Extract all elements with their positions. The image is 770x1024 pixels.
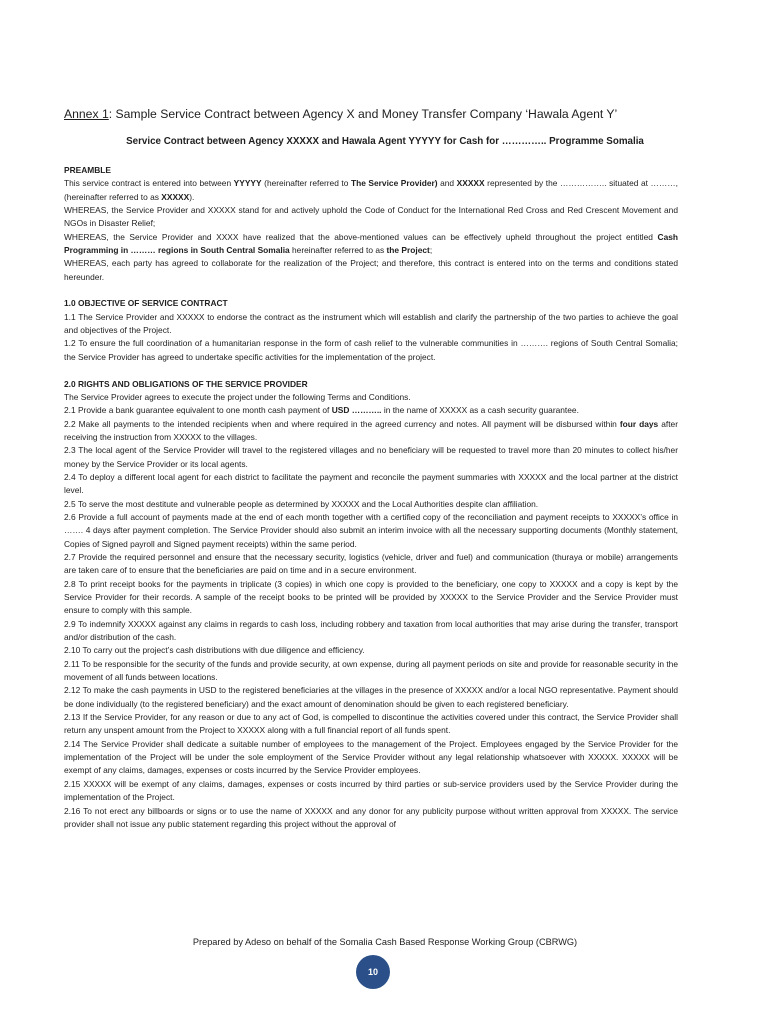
section-intro: The Service Provider agrees to execute the project under the following Terms and Conditions. [64, 391, 411, 402]
clause: 2.5 To serve the most destitute and vulnerable people as determined by XXXXX and the Local Authorities despite clan affiliation. [64, 498, 539, 509]
section-heading: 1.0 OBJECTIVE OF SERVICE CONTRACT [64, 298, 228, 309]
clause: 2.6 Provide a full account of payments made at the end of each month together with a certified copy of the reconciliation and payment receipts to XXXXX’s office in ……. 4 days after payment completion. The Service Provider should also submit an interim invoice with all the necessary supporting documents (Monthly statement, Copies of Signed payroll and Signed payment receipts) within the same period. [64, 511, 678, 549]
clause: 2.12 To make the cash payments in USD to the registered beneficiaries at the villages in the presence of XXXXX and/or a local NGO representative. Payment should be done individually (to the registered beneficiary) and the exact amount of denomination should be given to each registered beneficiary. [64, 685, 678, 709]
annex-label: Annex 1 [64, 107, 109, 121]
clause: 2.16 To not erect any billboards or signs or to use the name of XXXXX and any donor for any publicity purpose without written approval from XXXXX. The service provider shall not issue any public statement regarding this project without the approval of [64, 805, 678, 829]
annex-title [64, 106, 724, 122]
footer-text: Prepared by Adeso on behalf of the Somalia Cash Based Response Working Group (CBRWG) [192, 937, 578, 947]
clause: 2.9 To indemnify XXXXX against any claims in regards to cash loss, including robbery and taxation from local authorities that may arise during the transfer, transport and/or distribution of the cash. [64, 618, 678, 643]
clause: 2.1 Provide a bank guarantee equivalent to one month cash payment of USD ……….. in the name of XXXXX as a cash security guarantee. [64, 405, 579, 416]
preamble-paragraph: WHEREAS, each party has agreed to collaborate for the realization of the Project; and therefore, this contract is entered into on the terms and conditions stated hereunder. [64, 258, 678, 282]
clause: 2.13 If the Service Provider, for any reason or due to any act of God, is compelled to discontinue the activities covered under this contract, the Service Provider shall return any unspent amount from the Project to XXXXX along with a full financial report of all funds spent. [64, 712, 678, 736]
clause: 2.11 To be responsible for the security of the funds and provide security, at own expense, during all payment periods on site and provide for reasonable security in the movement of all funds between locations. [64, 658, 678, 683]
clause: 1.2 To ensure the full coordination of a humanitarian response in the form of cash relief to the vulnerable communities in ………. regions of South Central Somalia; the Service Provider has agreed to undertake specific activities for the implementation of the project. [64, 338, 678, 362]
annex-title-text: : Sample Service Contract between Agency X and Money Transfer Company ‘Hawala Agent Y’ [108, 107, 618, 121]
preamble-paragraph: This service contract is entered into between YYYYY (hereinafter referred to The Service Provider) and XXXXX represented by the …………….. situated at ………, (hereinafter referred to as XXXXX). [64, 178, 678, 202]
preamble-paragraph: WHEREAS, the Service Provider and XXXXX stand for and actively uphold the Code of Conduct for the International Red Cross and Red Crescent Movement and NGOs in Disaster Relief; [64, 205, 678, 229]
page-number-badge: 10 [356, 955, 390, 989]
contract-title: Service Contract between Agency XXXXX and Hawala Agent YYYYY for Cash for ………….. Programme Somalia [126, 136, 644, 147]
clause: 2.2 Make all payments to the intended recipients when and where required in the agreed currency and notes. All payment will be disbursed within four days after receiving the instruction from XXXXX to the villages. [64, 418, 678, 442]
clause: 2.7 Provide the required personnel and ensure that the necessary security, logistics (vehicle, driver and fuel) and communication (thuraya or mobile) arrangements are taken care of to ensure that the beneficiaries are paid on time and in a secure environment. [64, 551, 678, 576]
clause: 2.8 To print receipt books for the payments in triplicate (3 copies) in which one copy is provided to the beneficiary, one copy to XXXXX and a copy is kept by the Service Provider for their records. A sample of the receipt books to be printed will be provided by XXXXX to the Service Provider and the Service Provider must ensure to comply with this sample. [64, 578, 678, 616]
clause: 2.15 XXXXX will be exempt of any claims, damages, expenses or costs incurred by third parties or sub-service providers used by the Service Provider during the implementation of the Project. [64, 778, 678, 803]
clause: 2.10 To carry out the project’s cash distributions with due diligence and efficiency. [64, 645, 365, 656]
clause: 1.1 The Service Provider and XXXXX to endorse the contract as the instrument which will establish and clarify the partnership of the two parties to achieve the goal and objectives of the Project. [64, 311, 678, 336]
clause: 2.3 The local agent of the Service Provider will travel to the registered villages and no beneficiary will be requested to travel more than 20 minutes to collect his/her money by the Service Provider or its local agents. [64, 445, 678, 469]
preamble-heading: PREAMBLE [64, 165, 111, 175]
preamble-paragraph: WHEREAS, the Service Provider and XXXX have realized that the above-mentioned values can be effectively upheld throughout the project entitled Cash Programming in ……… regions in South Central Somalia hereinafter referred to as the Project; [64, 231, 678, 256]
document-body [64, 164, 678, 831]
section-heading: 2.0 RIGHTS AND OBLIGATIONS OF THE SERVICE PROVIDER [64, 378, 308, 389]
clause: 2.14 The Service Provider shall dedicate a suitable number of employees to the management of the Project. Employees engaged by the Service Provider for the implementation of the Project will be under the sole employment of the Service Provider without any legal relationship whatsoever with XXXXX. XXXXX will be exempt of any claims, damages, expenses or costs incurred by the Service Provider employees. [64, 738, 678, 776]
clause: 2.4 To deploy a different local agent for each district to facilitate the payment and reconcile the payment summaries with XXXXX and the local partner at the district level. [64, 471, 678, 496]
